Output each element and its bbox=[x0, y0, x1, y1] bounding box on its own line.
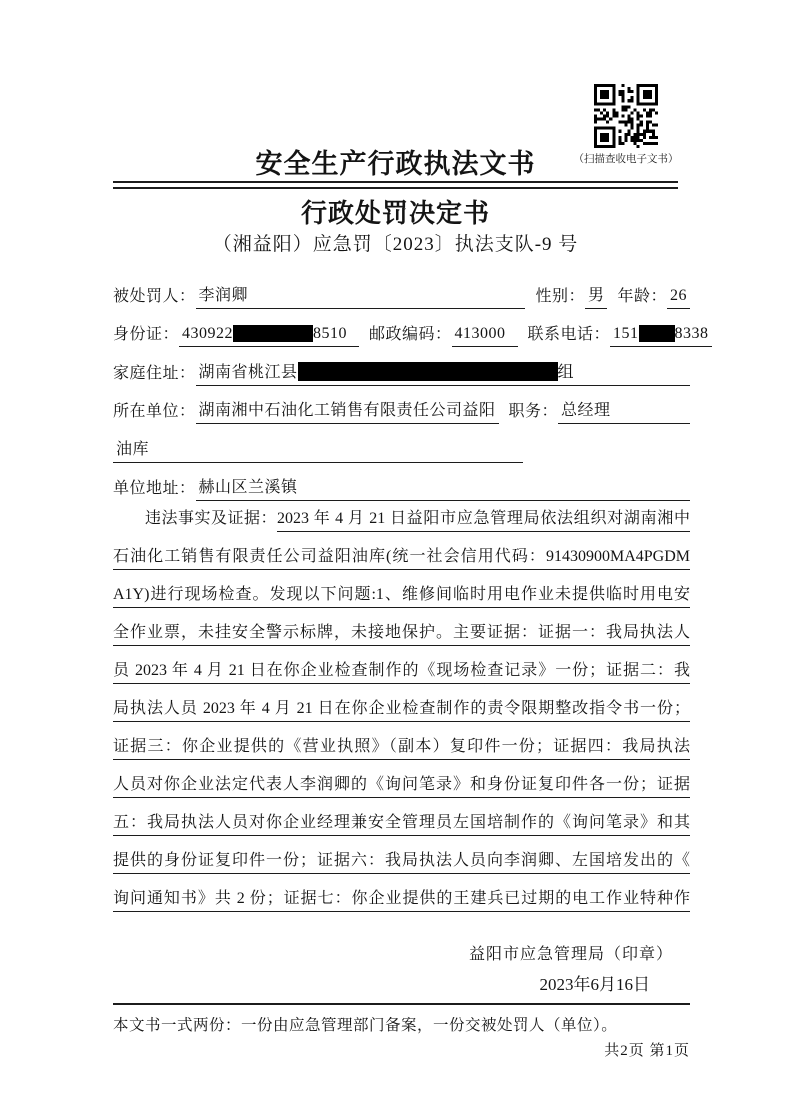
home-address-prefix: 湖南省桃江县 bbox=[198, 363, 298, 381]
body-line bbox=[113, 684, 690, 722]
body-line bbox=[113, 494, 690, 532]
facts-and-evidence-paragraph bbox=[113, 494, 690, 912]
footer-note: 本文书一式两份：一份由应急管理部门备案，一份交被处罚人（单位）。 bbox=[113, 1017, 618, 1034]
body-line-text: 全作业票，未挂安全警示标牌，未接地保护。主要证据：证据一：我局执法人 bbox=[113, 622, 690, 646]
id-value bbox=[179, 323, 359, 347]
double-rule-divider bbox=[113, 181, 678, 189]
penalized-value: 李润卿 bbox=[196, 285, 526, 309]
body-line bbox=[113, 608, 690, 646]
body-line-text: A1Y)进行现场检查。发现以下问题:1、维修间临时用电作业未提供临时用电安 bbox=[113, 584, 690, 608]
redaction-box bbox=[639, 325, 675, 342]
body-line-text: 人员对你企业法定代表人李润卿的《询问笔录》和身份证复印件各一份；证据 bbox=[113, 774, 690, 798]
postal-number: 413000 bbox=[454, 325, 506, 342]
home-address-suffix: 组 bbox=[557, 363, 575, 381]
postal-value bbox=[452, 323, 518, 347]
employer-value-continuation: 油库 bbox=[113, 439, 523, 463]
field-row-employer bbox=[113, 386, 690, 425]
body-line-text: 局执法人员 2023 年 4 月 21 日在你企业检查制作的责令限期整改指令书一份； bbox=[113, 698, 690, 722]
form-fields bbox=[113, 270, 709, 501]
home-address-value bbox=[196, 362, 690, 386]
body-line bbox=[113, 760, 690, 798]
page-title: 行政处罚决定书 bbox=[300, 199, 490, 228]
body-line bbox=[113, 798, 690, 836]
postal-label: 邮政编码： bbox=[369, 326, 452, 343]
body-line bbox=[113, 646, 690, 684]
series-title: 安全生产行政执法文书 bbox=[255, 149, 536, 179]
phone-suffix: 8338 bbox=[674, 325, 709, 342]
phone-value bbox=[610, 323, 712, 347]
body-line-text: 询问通知书》共 2 份；证据七：你企业提供的王建兵已过期的电工作业特种作 bbox=[113, 888, 690, 912]
qr-code-icon bbox=[594, 84, 658, 148]
field-row-id bbox=[113, 309, 709, 348]
body-line bbox=[113, 874, 690, 912]
age-value: 26 bbox=[667, 285, 690, 309]
gender-label: 性别： bbox=[535, 287, 585, 305]
gender-value: 男 bbox=[585, 285, 608, 309]
facts-label: 违法事实及证据： bbox=[145, 510, 278, 527]
body-line-text: 员 2023 年 4 月 21 日在你企业检查制作的《现场检查记录》一份；证据二：我 bbox=[113, 660, 690, 684]
body-line-text: 2023 年 4 月 21 日益阳市应急管理局依法组织对湖南湘中 bbox=[277, 508, 690, 532]
body-line bbox=[113, 722, 690, 760]
body-line bbox=[113, 532, 690, 570]
redaction-box bbox=[233, 325, 313, 342]
body-line-text: 提供的身份证复印件一份；证据六：我局执法人员向李润卿、左国培发出的《 bbox=[113, 850, 690, 874]
phone-prefix: 151 bbox=[613, 325, 639, 342]
id-suffix: 8510 bbox=[313, 325, 348, 342]
job-value: 总经理 bbox=[558, 400, 690, 424]
phone-label: 联系电话： bbox=[527, 326, 611, 343]
body-line bbox=[113, 570, 690, 608]
issuing-authority-seal-line: 益阳市应急管理局（印章） bbox=[468, 946, 673, 963]
id-prefix: 430922 bbox=[182, 325, 234, 342]
employer-value: 湖南湘中石油化工销售有限责任公司益阳 bbox=[196, 400, 499, 424]
home-address-label: 家庭住址： bbox=[113, 364, 196, 382]
field-row-home-address bbox=[113, 347, 690, 386]
employer-label: 所在单位： bbox=[113, 403, 196, 420]
redaction-box bbox=[298, 362, 558, 381]
field-row-employer-cont bbox=[113, 424, 690, 463]
unit-address-value: 赫山区兰溪镇 bbox=[196, 477, 690, 501]
footer-divider bbox=[113, 1003, 690, 1005]
body-line bbox=[113, 836, 690, 874]
penalized-label: 被处罚人： bbox=[113, 287, 196, 305]
document-number: （湘益阳）应急罚〔2023〕执法支队-9 号 bbox=[212, 234, 579, 255]
unit-address-label: 单位地址： bbox=[113, 480, 196, 497]
job-label: 职务： bbox=[508, 403, 559, 420]
qr-caption: （扫描查收电子文书） bbox=[573, 154, 679, 165]
body-line-text: 石油化工销售有限责任公司益阳油库(统一社会信用代码：91430900MA4PGDM bbox=[113, 546, 690, 570]
page-indicator: 共2页 第1页 bbox=[604, 1043, 690, 1059]
age-label: 年龄： bbox=[617, 287, 667, 305]
issue-date: 2023年6月16日 bbox=[539, 975, 650, 994]
body-line-text: 五：我局执法人员对你企业经理兼安全管理员左国培制作的《询问笔录》和其 bbox=[113, 812, 690, 836]
body-line-text: 证据三：你企业提供的《营业执照》（副本）复印件一份；证据四：我局执法 bbox=[113, 736, 690, 760]
id-label: 身份证： bbox=[113, 326, 180, 343]
field-row-penalized bbox=[113, 270, 690, 309]
